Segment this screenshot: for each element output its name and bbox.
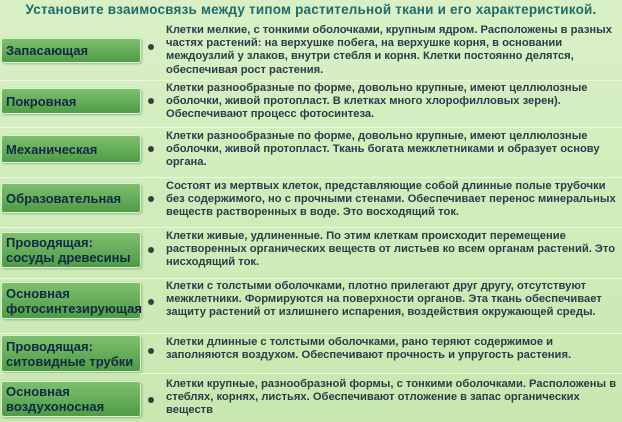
tissue-option-sieve-tubes[interactable]: [1, 335, 141, 372]
bullet-icon: [148, 247, 154, 253]
tissue-label: Покровная: [6, 93, 77, 109]
tissue-option-storage[interactable]: [1, 38, 141, 63]
tissue-label: Основная фотосинтезирующая: [6, 285, 142, 316]
task-title: Установите взаимосвязь между типом растительной ткани и его характеристикой.: [25, 2, 597, 17]
description-item[interactable]: Клетки разнообразные по форме, довольно крупные, имеют целлюлозные оболочки, живой протопласт. В клетках много хлорофилловых зерен). Обеспечивают процесс фотосинтеза.: [166, 82, 588, 121]
row-separator: [0, 373, 622, 374]
tissue-option-aerenchyma[interactable]: [1, 381, 141, 417]
row-separator: [0, 177, 622, 178]
tissue-label: Механическая: [6, 141, 98, 157]
description-item[interactable]: Клетки крупные, разнообразной формы, с тонкими оболочками. Расположены в стеблях, корнях, листьях. Обеспечивают отложение в запас органических веществ: [166, 378, 617, 417]
row-separator: [0, 80, 622, 81]
description-item[interactable]: Состоят из мертвых клеток, представляющие собой длинные полые трубочки без содержимого, но с прочными стенами. Обеспечивает перенос минеральных веществ растворенных в воде. Это восходящий ток.: [166, 180, 616, 219]
tissue-label: Основная воздухоносная: [6, 384, 105, 414]
bullet-icon: [148, 397, 154, 403]
tissue-label: Проводящая: сосуды древесины: [6, 235, 131, 265]
tissue-option-dermal[interactable]: [1, 88, 141, 114]
bullet-icon: [148, 299, 154, 305]
bullet-icon: [148, 44, 154, 50]
description-item[interactable]: Клетки разнообразные по форме, довольно крупные, имеют целлюлозные оболочки, живой протопласт. Ткань богата межклетниками и образует основу органа.: [166, 130, 600, 169]
row-separator: [0, 127, 622, 128]
bullet-icon: [148, 196, 154, 202]
tissue-option-mechanical[interactable]: [1, 135, 141, 163]
description-item[interactable]: Клетки живые, удлиненные. По этим клеткам происходит перемещение растворенных органических веществ от листьев ко всем органам растений. Это нисходящий ток.: [166, 230, 616, 269]
bullet-icon: [148, 98, 154, 104]
description-item[interactable]: Клетки мелкие, с тонкими оболочками, крупным ядром. Расположены в разных частях растений: на верхушке побега, на верхушке корня, в основании междоузлий у злаков, внутри стебля и корня. Клетки постоянно делятся, обеспечивая рост растения.: [166, 24, 612, 76]
tissue-label: Образовательная: [6, 190, 122, 206]
bullet-icon: [148, 348, 154, 354]
tissue-option-xylem-vessels[interactable]: [1, 232, 141, 268]
row-separator: [0, 227, 622, 228]
tissue-label: Проводящая: ситовидные трубки: [6, 338, 134, 369]
tissue-option-photosynthetic[interactable]: [1, 282, 141, 319]
bullet-icon: [148, 146, 154, 152]
tissue-label: Запасающая: [6, 43, 89, 58]
row-separator: [0, 278, 622, 279]
row-separator: [0, 333, 622, 334]
description-item[interactable]: Клетки длинные с толстыми оболочками, рано теряют содержимое и заполняются воздухом. Обеспечивают прочность и упругость растения.: [166, 336, 572, 362]
tissue-option-meristem[interactable]: [1, 183, 141, 213]
description-item[interactable]: Клетки с толстыми оболочками, плотно прилегают друг другу, отсутствуют межклетники. Формируются на поверхности органов. Эта ткань обеспечивает защиту растений от излишнего испарения, воздействия окружающей среды.: [166, 280, 602, 319]
